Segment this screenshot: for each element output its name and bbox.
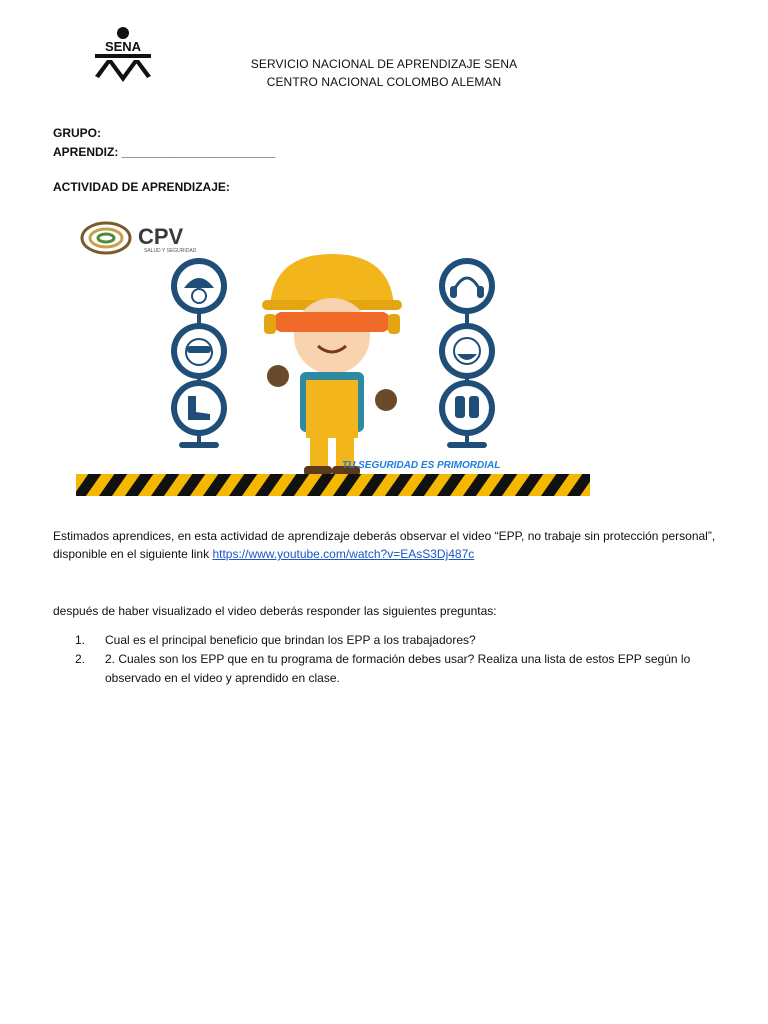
question-number: 1. <box>75 633 86 647</box>
header-line-1: SERVICIO NACIONAL DE APRENDIZAJE SENA <box>250 57 518 71</box>
right-signs <box>439 258 495 448</box>
ear-protection-sign-icon <box>439 258 495 314</box>
list-item <box>53 650 733 688</box>
question-text: Cual es el principal beneficio que brindan los EPP a los trabajadores? <box>105 633 476 647</box>
activity-title: ACTIVIDAD DE APRENDIZAJE: <box>53 180 230 194</box>
left-signs <box>171 258 227 448</box>
intro-text: Estimados aprendices, en esta actividad de aprendizaje deberás observar el video “EPP, no trabaje sin protección personal”, disponible en el siguiente link <box>53 529 716 561</box>
helmet-sign-icon <box>171 258 227 314</box>
header-line-2: CENTRO NACIONAL COLOMBO ALEMAN <box>266 75 502 89</box>
sena-logo-text: SENA <box>104 39 142 54</box>
goggles-sign-icon <box>171 323 227 379</box>
hazard-stripe-bar <box>76 474 590 496</box>
slogan: TU SEGURIDAD ES PRIMORDIAL <box>342 460 501 471</box>
list-item <box>53 631 733 650</box>
questions-intro: después de haber visualizado el video deberás responder las siguientes preguntas: <box>53 604 497 618</box>
grupo-label: GRUPO: <box>53 126 101 140</box>
cpv-brand: CPV <box>138 224 184 249</box>
cpv-sub: SALUD Y SEGURIDAD <box>144 248 197 254</box>
intro-paragraph <box>53 527 723 563</box>
mask-sign-icon <box>439 323 495 379</box>
cpv-logo <box>82 223 197 254</box>
question-text: 2. Cuales son los EPP que en tu programa de formación debes usar? Realiza una lista de estos EPP según lo observado en el video y aprendido en clase. <box>105 652 691 685</box>
worker-character <box>262 254 402 476</box>
video-link[interactable]: https://www.youtube.com/watch?v=EAsS3Dj487c <box>212 547 475 561</box>
safety-illustration <box>74 216 594 500</box>
questions-list <box>53 631 733 688</box>
gloves-sign-icon <box>439 380 495 436</box>
aprendiz-label: APRENDIZ: _______________________ <box>53 145 276 159</box>
question-number: 2. <box>75 652 86 666</box>
boots-sign-icon <box>171 380 227 436</box>
